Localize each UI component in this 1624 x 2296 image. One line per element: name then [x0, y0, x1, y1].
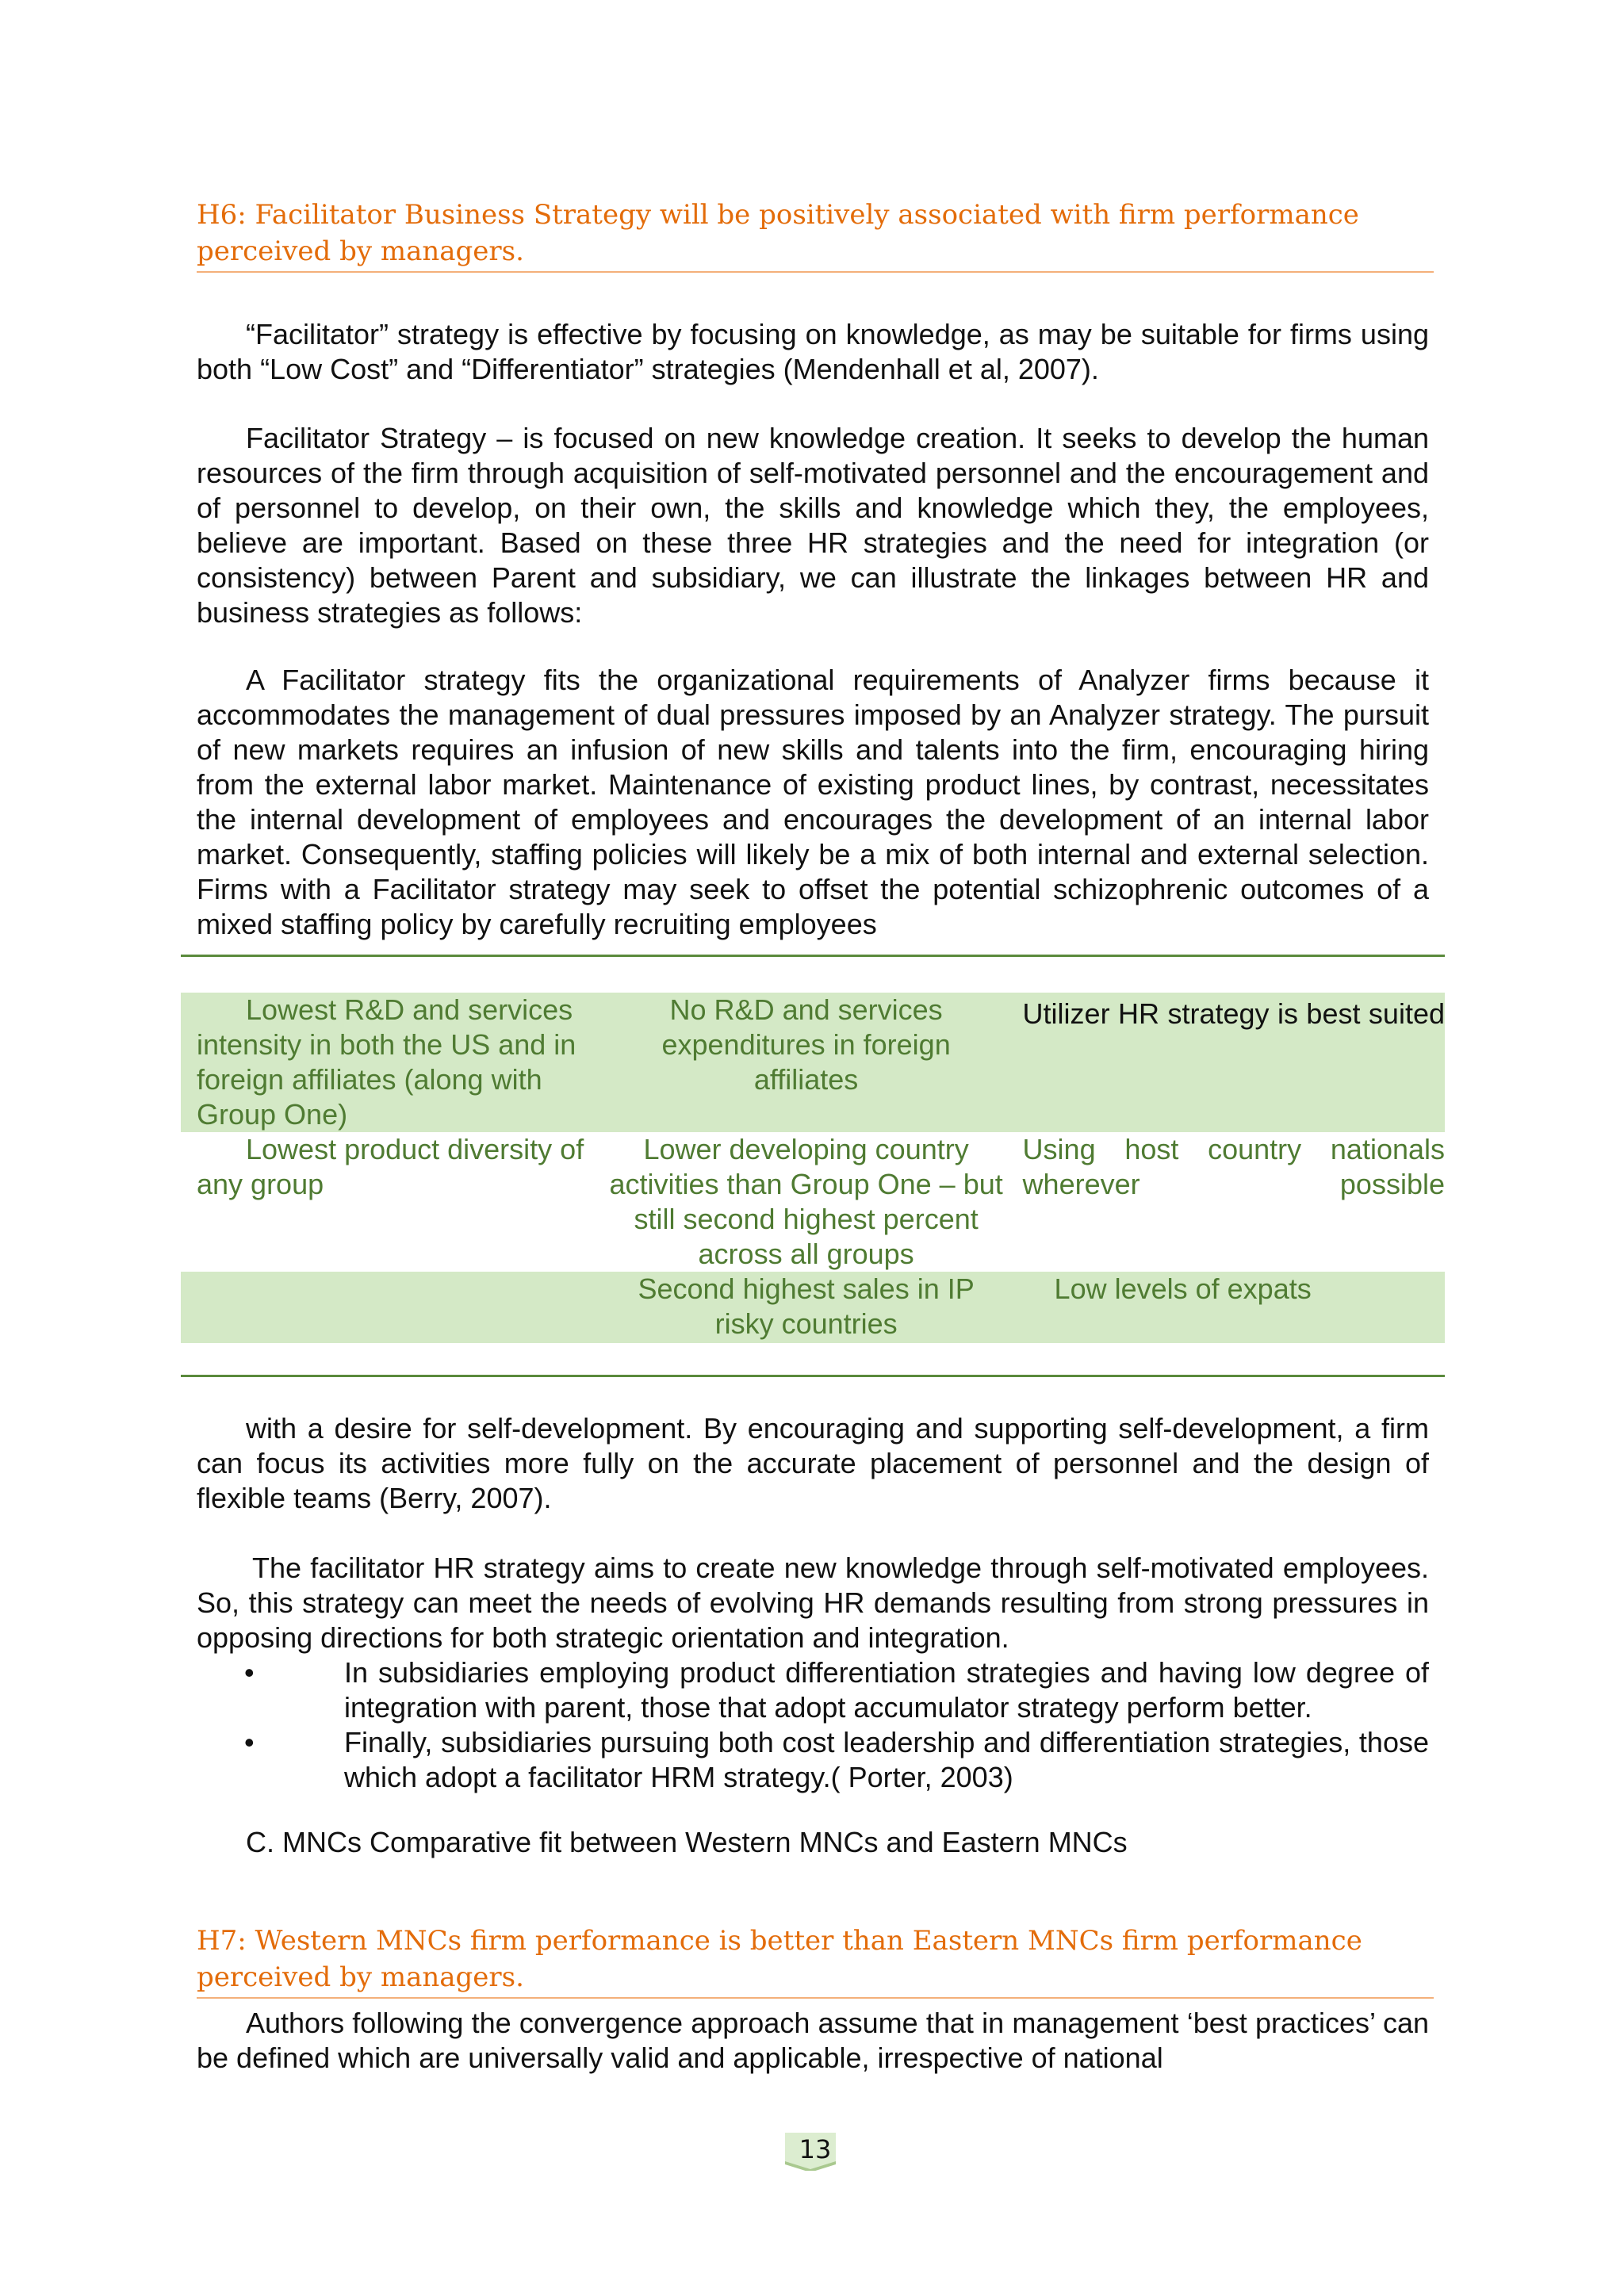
- paragraph-facilitator-intro: “Facilitator” strategy is effective by focusing on knowledge, as may be suitable for firms using both “Low Cost” and “Differentiator” strategies (Mendenhall et al, 2007).: [197, 318, 1429, 385]
- page-number: 13: [799, 2134, 832, 2164]
- section-c-title: C. MNCs Comparative fit between Western MNCs and Eastern MNCs: [246, 1826, 1128, 1858]
- strategy-table: [181, 993, 1445, 1343]
- table-top-rule: [181, 955, 1445, 957]
- table-cell: [181, 1272, 607, 1343]
- table-row: [181, 1132, 1445, 1272]
- table-row: [181, 1272, 1445, 1343]
- table-cell: Second highest sales in IP risky countries: [607, 1272, 1005, 1343]
- bullet-text: Finally, subsidiaries pursuing both cost leadership and differentiation strategies, those which adopt a facilitator HRM strategy.( Porter, 2003): [344, 1726, 1429, 1793]
- hypothesis-h6-heading: H6: Facilitator Business Strategy will be positively associated with firm performance perceived by managers.: [197, 197, 1434, 273]
- table-cell: No R&D and services expenditures in foreign affiliates: [607, 993, 1005, 1132]
- bullet-item: [197, 1725, 1429, 1795]
- paragraph-facilitator-strategy: Facilitator Strategy – is focused on new knowledge creation. It seeks to develop the human resources of the firm through acquisition of self-motivated personnel and the encouragement and of personnel to develop, on their own, the skills and knowledge which they, the employees, believe are important. Based on these three HR strategies and the need for integration (or consistency) between Parent and subsidiary, we can illustrate the linkages between HR and business strategies as follows:: [197, 422, 1429, 629]
- bullet-icon: •: [244, 1656, 255, 1689]
- bullet-icon: •: [244, 1726, 255, 1758]
- table-cell: Lowest R&D and services intensity in both the US and in foreign affiliates (along with Group One): [181, 993, 607, 1132]
- paragraph-convergence: Authors following the convergence approach assume that in management ‘best practices’ can be defined which are universally valid and applicable, irrespective of national: [197, 2007, 1429, 2074]
- table-cell: Lower developing country activities than Group One – but still second highest percent across all groups: [609, 1133, 1003, 1270]
- bullet-item: [197, 1655, 1429, 1725]
- table-bottom-rule: [181, 1375, 1445, 1377]
- hypothesis-h7-heading: H7: Western MNCs firm performance is better than Eastern MNCs firm performance perceived by managers.: [197, 1923, 1434, 1999]
- page-number-badge: [783, 2131, 847, 2171]
- paragraph-self-development: with a desire for self-development. By encouraging and supporting self-development, a firm can focus its activities more fully on the accurate placement of personnel and the design of flexible teams (Berry, 2007).: [197, 1412, 1429, 1514]
- table-cell: Lowest product diversity of any group: [197, 1133, 584, 1200]
- table-cell: Low levels of expats: [1005, 1272, 1445, 1343]
- bullet-text: In subsidiaries employing product differentiation strategies and having low degree of integration with parent, those that adopt accumulator strategy perform better.: [344, 1656, 1429, 1724]
- paragraph-facilitator-hr: The facilitator HR strategy aims to create new knowledge through self-motivated employees. So, this strategy can meet the needs of evolving HR demands resulting from strong pressures in opposing directions for both strategic orientation and integration.: [197, 1552, 1429, 1654]
- table-cell: Utilizer HR strategy is best suited: [1005, 993, 1445, 1132]
- table-row: [181, 993, 1445, 1132]
- paragraph-analyzer-fit: A Facilitator strategy fits the organizational requirements of Analyzer firms because it accommodates the management of dual pressures imposed by an Analyzer strategy. The pursuit of new markets requires an infusion of new skills and talents into the firm, encouraging hiring from the external labor market. Maintenance of existing product lines, by contrast, necessitates the internal development of employees and encourages the development of an internal labor market. Consequently, staffing policies will likely be a mix of both internal and external selection. Firms with a Facilitator strategy may seek to offset the potential schizophrenic outcomes of a mixed staffing policy by carefully recruiting employees: [197, 664, 1429, 940]
- table-cell: Using host country nationals wherever possible: [1022, 1133, 1445, 1200]
